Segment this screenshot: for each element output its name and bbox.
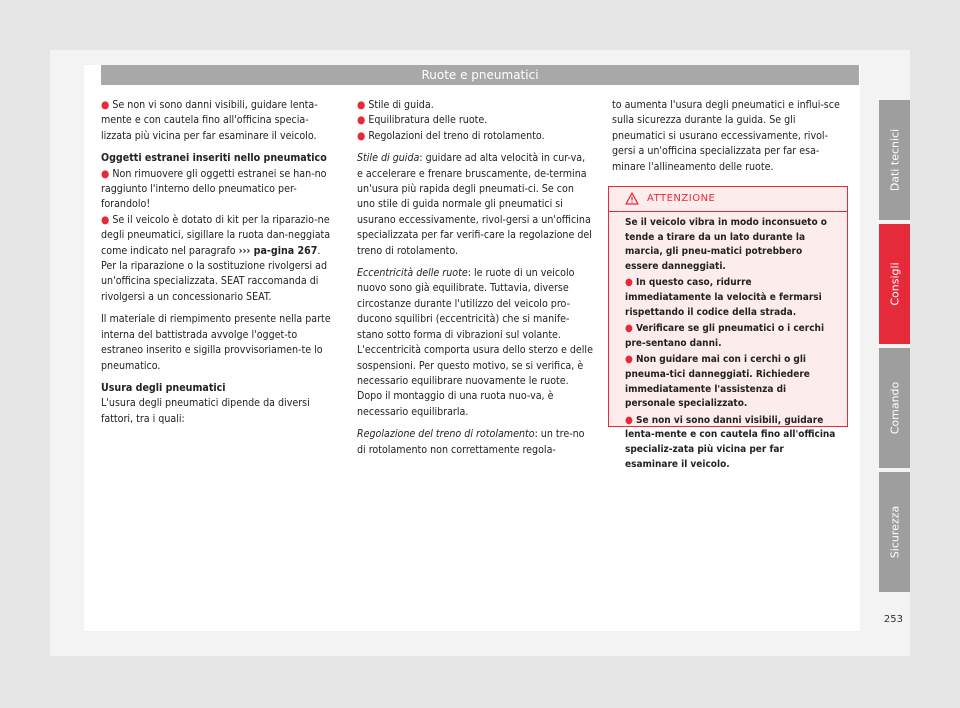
warning-title: ATTENZIONE: [647, 193, 716, 204]
text-column-2: [357, 98, 593, 465]
paragraph: to aumenta l'usura degli pneumatici e influi-sce sulla sicurezza durante la guida. Se gli pneumatici si usurano eccessivamente, rivol-gersi a un'officina specializzata per far esa-minare l'allineamento delle ruote.: [612, 99, 840, 173]
warning-body: [609, 212, 847, 472]
paragraph: Il materiale di riempimento presente nella parte interna del battistrada avvolge l'ogget-to estraneo inserito e sigilla provvisoriamen-te lo pneumatico.: [101, 313, 331, 372]
term: Stile di guida: [357, 152, 420, 165]
warning-item: [625, 353, 837, 411]
sidebar-tab-sicurezza[interactable]: [879, 472, 910, 592]
warning-box: [608, 186, 848, 470]
term: Eccentricità delle ruote: [357, 267, 468, 280]
sidebar-tab-label: Comando: [888, 381, 901, 435]
section-heading-foreign-objects: Oggetti estranei inseriti nello pneumatico: [101, 152, 327, 165]
definition-text: : le ruote di un veicolo nuovo sono già equilibrate. Tuttavia, diverse circostanze durante l'utilizzo del veicolo pro-ducono squilibri (eccentricità) che si manife-stano sotto forma di vibrazioni sul volante. L'eccentricità comporta usura dello sterzo e delle sospensioni. Per questo motivo, se si verifica, è necessario equilibrare nuovamente le ruote. Dopo il montaggio di una ruota nuo-va, è necessario equilibrarla.: [357, 267, 593, 418]
bullet-icon: ●: [357, 114, 366, 127]
page-reference-link[interactable]: ››› pa-gina 267: [238, 244, 318, 257]
sidebar-tab-dati-tecnici[interactable]: [879, 100, 910, 220]
bullet-text: Non guidare mai con i cerchi o gli pneuma-tici danneggiati. Richiedere immediatamente l'assistenza di personale specializzato.: [625, 354, 810, 410]
list-item: [357, 98, 593, 113]
bullet-icon: ●: [357, 99, 366, 111]
bullet-text: . Per la riparazione o la sostituzione rivolgersi ad un'officina specializzata. SEAT raccomanda di rivolgersi a un concessionario SEAT.: [101, 244, 328, 303]
bullet-icon: ●: [625, 414, 633, 426]
bullet-text: Verificare se gli pneumatici o i cerchi pre-sentano danni.: [625, 323, 825, 349]
bullet-icon: ●: [101, 167, 110, 180]
paragraph: [101, 98, 337, 144]
sidebar-tab-label: Dati tecnici: [888, 128, 901, 192]
bullet-text: Non rimuovere gli oggetti estranei se han-no raggiunto l'interno dello pneumatico per-forandolo!: [101, 167, 327, 211]
bullet-icon: ●: [101, 99, 110, 111]
warning-triangle-icon: [625, 192, 639, 205]
bullet-text: Se il veicolo è dotato di kit per la riparazio-ne degli pneumatici, sigillare la ruota dan-neggiata come indicato nel paragrafo: [101, 213, 331, 257]
sidebar-tab-label: Consigli: [888, 262, 901, 306]
paragraph: [101, 213, 337, 305]
warning-header: [609, 187, 847, 212]
paragraph: [357, 266, 593, 420]
sidebar-tab-comando[interactable]: [879, 348, 910, 468]
warning-intro: Se il veicolo vibra in modo inconsueto o tende a tirare da un lato durante la marcia, gli pneu-matici potrebbero essere danneggiati.: [625, 217, 827, 272]
paragraph: [357, 427, 593, 458]
page-number: 253: [883, 614, 903, 625]
bullet-text: Se non vi sono danni visibili, guidare lenta-mente e con cautela fino all'officina specia-lizzata più vicina per far esaminare il veicolo.: [101, 99, 318, 142]
bullet-text: Equilibratura delle ruote.: [368, 114, 488, 127]
bullet-text: Regolazioni del treno di rotolamento.: [368, 129, 545, 142]
text-column-3: [612, 98, 848, 182]
term: Regolazione del treno di rotolamento: [357, 428, 535, 441]
bullet-icon: ●: [625, 354, 633, 366]
bullet-text: Se non vi sono danni visibili, guidare lenta-mente e con cautela fino all'officina specializ-zata più vicina per far esaminare il veicolo.: [625, 414, 836, 470]
definition-text: : un tre-no di rotolamento non correttamente regola-: [357, 428, 585, 456]
list-item: [357, 129, 593, 144]
sidebar-tab-consigli[interactable]: [879, 224, 910, 344]
list-item: [357, 113, 593, 128]
bullet-icon: ●: [101, 213, 110, 226]
bullet-icon: ●: [357, 129, 366, 142]
definition-text: : guidare ad alta velocità in cur-va, e accelerare e frenare bruscamente, de-termina un'usura più rapida degli pneumati-ci. Se con uno stile di guida normale gli pneumatici si usurano eccessivamente, rivol-gersi a un'officina specializzata per far verifi-care la regolazione del treno di rotolamento.: [357, 152, 592, 257]
warning-item: [625, 276, 837, 320]
bullet-icon: ●: [625, 323, 633, 335]
page-header-title: Ruote e pneumatici: [421, 68, 539, 82]
sidebar-tab-label: Sicurezza: [888, 505, 901, 559]
bullet-icon: ●: [625, 277, 633, 289]
paragraph: [357, 151, 593, 259]
warning-item: [625, 414, 837, 472]
paragraph: [101, 167, 337, 213]
bullet-text: In questo caso, ridurre immediatamente la velocità e fermarsi rispettando il codice della strada.: [625, 277, 822, 318]
paragraph: L'usura degli pneumatici dipende da diversi fattori, tra i quali:: [101, 397, 310, 425]
section-heading-tire-wear: Usura degli pneumatici: [101, 381, 226, 394]
warning-item: [625, 322, 837, 351]
text-column-1: [101, 98, 337, 434]
page-header: [101, 65, 859, 85]
bullet-text: Stile di guida.: [368, 99, 434, 111]
